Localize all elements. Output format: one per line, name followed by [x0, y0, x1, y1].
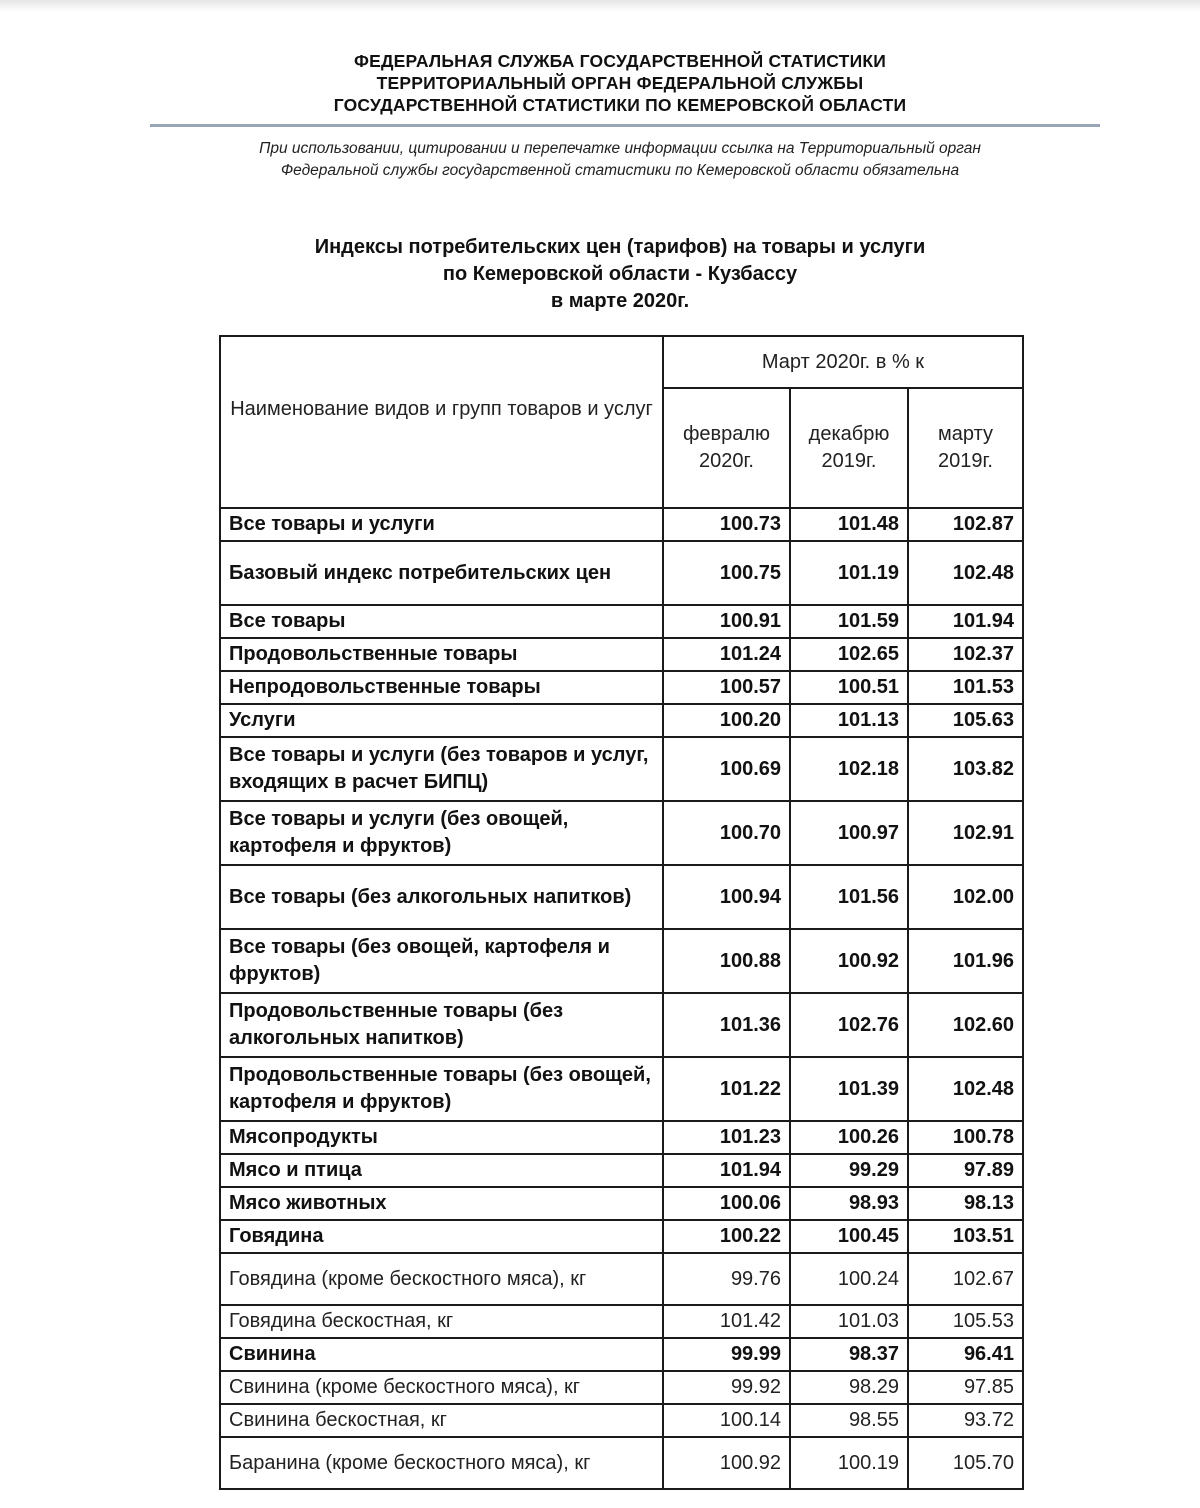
value-feb-2020: 100.70: [663, 801, 790, 865]
value-feb-2020: 100.22: [663, 1220, 790, 1253]
value-mar-2019: 93.72: [908, 1404, 1023, 1437]
value-dec-2019: 100.45: [790, 1220, 908, 1253]
column-header-line: марту: [938, 423, 993, 445]
row-name: Мясо животных: [220, 1187, 663, 1220]
value-feb-2020: 101.42: [663, 1305, 790, 1338]
notice-line-1: При использовании, цитировании и перепечатке информации ссылка на Территориальный орган: [259, 140, 981, 157]
table-row: [220, 1121, 1023, 1154]
header-divider: [150, 124, 1100, 127]
document-title: [150, 234, 1090, 315]
value-feb-2020: 101.22: [663, 1057, 790, 1121]
table-row: [220, 541, 1023, 605]
value-feb-2020: 100.94: [663, 865, 790, 929]
value-mar-2019: 101.53: [908, 671, 1023, 704]
table-row: [220, 993, 1023, 1057]
agency-line-2: ТЕРРИТОРИАЛЬНЫЙ ОРГАН ФЕДЕРАЛЬНОЙ СЛУЖБЫ: [376, 73, 864, 93]
value-dec-2019: 101.03: [790, 1305, 908, 1338]
value-feb-2020: 99.92: [663, 1371, 790, 1404]
value-dec-2019: 100.92: [790, 929, 908, 993]
notice-line-2: Федеральной службы государственной статистики по Кемеровской области обязательна: [280, 162, 960, 179]
table-row: [220, 737, 1023, 801]
value-dec-2019: 102.76: [790, 993, 908, 1057]
value-feb-2020: 100.57: [663, 671, 790, 704]
value-dec-2019: 100.51: [790, 671, 908, 704]
row-name: Свинина бескостная, кг: [220, 1404, 663, 1437]
value-feb-2020: 101.23: [663, 1121, 790, 1154]
agency-header: [150, 50, 1090, 116]
value-feb-2020: 100.69: [663, 737, 790, 801]
value-dec-2019: 101.56: [790, 865, 908, 929]
value-feb-2020: 100.73: [663, 508, 790, 541]
value-feb-2020: 100.91: [663, 605, 790, 638]
column-group-header: Март 2020г. в % к: [663, 336, 1023, 388]
value-dec-2019: 102.18: [790, 737, 908, 801]
row-name: Все товары и услуги (без овощей, картофеля и фруктов): [220, 801, 663, 865]
title-line-3: в марте 2020г.: [550, 290, 690, 312]
value-mar-2019: 102.91: [908, 801, 1023, 865]
row-name: Все товары (без алкогольных напитков): [220, 865, 663, 929]
value-mar-2019: 102.37: [908, 638, 1023, 671]
table-row: [220, 508, 1023, 541]
value-dec-2019: 101.13: [790, 704, 908, 737]
column-header-line: декабрю: [808, 423, 890, 445]
table-row: [220, 605, 1023, 638]
column-header-line: 2020г.: [699, 450, 754, 472]
value-mar-2019: 102.48: [908, 541, 1023, 605]
value-mar-2019: 102.00: [908, 865, 1023, 929]
value-mar-2019: 105.63: [908, 704, 1023, 737]
value-mar-2019: 102.48: [908, 1057, 1023, 1121]
value-dec-2019: 98.29: [790, 1371, 908, 1404]
value-dec-2019: 101.48: [790, 508, 908, 541]
row-name: Говядина (кроме бескостного мяса), кг: [220, 1253, 663, 1305]
value-mar-2019: 96.41: [908, 1338, 1023, 1371]
row-name: Все товары и услуги: [220, 508, 663, 541]
value-feb-2020: 101.36: [663, 993, 790, 1057]
column-header-line: 2019г.: [821, 450, 877, 472]
row-name: Все товары: [220, 605, 663, 638]
value-mar-2019: 101.96: [908, 929, 1023, 993]
title-line-2: по Кемеровской области - Кузбассу: [442, 263, 798, 285]
table-row: [220, 929, 1023, 993]
value-mar-2019: 102.60: [908, 993, 1023, 1057]
column-header-mar-2019: [908, 388, 1023, 508]
value-feb-2020: 99.99: [663, 1338, 790, 1371]
value-dec-2019: 98.55: [790, 1404, 908, 1437]
value-feb-2020: 100.88: [663, 929, 790, 993]
value-mar-2019: 100.78: [908, 1121, 1023, 1154]
row-name: Баранина (кроме бескостного мяса), кг: [220, 1437, 663, 1489]
column-header-dec-2019: [790, 388, 908, 508]
table-row: [220, 1154, 1023, 1187]
row-name: Продовольственные товары (без овощей, картофеля и фруктов): [220, 1057, 663, 1121]
value-feb-2020: 100.20: [663, 704, 790, 737]
value-dec-2019: 102.65: [790, 638, 908, 671]
row-name: Непродовольственные товары: [220, 671, 663, 704]
table-row: [220, 1404, 1023, 1437]
citation-notice: [150, 138, 1090, 182]
table-row: [220, 671, 1023, 704]
value-feb-2020: 100.92: [663, 1437, 790, 1489]
value-feb-2020: 101.24: [663, 638, 790, 671]
value-mar-2019: 105.53: [908, 1305, 1023, 1338]
value-mar-2019: 103.51: [908, 1220, 1023, 1253]
row-name: Продовольственные товары: [220, 638, 663, 671]
table-row: [220, 1057, 1023, 1121]
table-row: [220, 1187, 1023, 1220]
row-name: Все товары и услуги (без товаров и услуг, входящих в расчет БИПЦ): [220, 737, 663, 801]
table-row: [220, 1253, 1023, 1305]
value-dec-2019: 98.37: [790, 1338, 908, 1371]
value-dec-2019: 98.93: [790, 1187, 908, 1220]
agency-line-3: ГОСУДАРСТВЕННОЙ СТАТИСТИКИ ПО КЕМЕРОВСКОЙ ОБЛАСТИ: [333, 95, 907, 115]
column-header-name: Наименование видов и групп товаров и услуг: [220, 336, 663, 508]
row-name: Все товары (без овощей, картофеля и фруктов): [220, 929, 663, 993]
value-dec-2019: 100.97: [790, 801, 908, 865]
value-mar-2019: 98.13: [908, 1187, 1023, 1220]
title-line-1: Индексы потребительских цен (тарифов) на товары и услуги: [314, 236, 926, 258]
value-mar-2019: 105.70: [908, 1437, 1023, 1489]
value-mar-2019: 103.82: [908, 737, 1023, 801]
table-row: [220, 704, 1023, 737]
value-mar-2019: 101.94: [908, 605, 1023, 638]
table-row: [220, 638, 1023, 671]
column-header-line: 2019г.: [938, 450, 993, 472]
value-dec-2019: 100.19: [790, 1437, 908, 1489]
row-name: Говядина: [220, 1220, 663, 1253]
value-feb-2020: 101.94: [663, 1154, 790, 1187]
value-dec-2019: 101.39: [790, 1057, 908, 1121]
value-mar-2019: 97.89: [908, 1154, 1023, 1187]
value-dec-2019: 101.59: [790, 605, 908, 638]
row-name: Базовый индекс потребительских цен: [220, 541, 663, 605]
value-feb-2020: 99.76: [663, 1253, 790, 1305]
row-name: Говядина бескостная, кг: [220, 1305, 663, 1338]
table-row: [220, 1338, 1023, 1371]
value-feb-2020: 100.14: [663, 1404, 790, 1437]
value-mar-2019: 97.85: [908, 1371, 1023, 1404]
value-mar-2019: 102.67: [908, 1253, 1023, 1305]
row-name: Мясо и птица: [220, 1154, 663, 1187]
column-header-line: февралю: [682, 423, 771, 445]
value-dec-2019: 101.19: [790, 541, 908, 605]
table-body: [220, 508, 1023, 1489]
table-row: [220, 801, 1023, 865]
row-name: Свинина (кроме бескостного мяса), кг: [220, 1371, 663, 1404]
row-name: Продовольственные товары (без алкогольных напитков): [220, 993, 663, 1057]
table-row: [220, 1220, 1023, 1253]
value-dec-2019: 99.29: [790, 1154, 908, 1187]
value-dec-2019: 100.24: [790, 1253, 908, 1305]
row-name: Услуги: [220, 704, 663, 737]
table-row: [220, 1437, 1023, 1489]
table-row: [220, 865, 1023, 929]
cpi-table: [219, 335, 1024, 1490]
table-row: [220, 1371, 1023, 1404]
agency-line-1: ФЕДЕРАЛЬНАЯ СЛУЖБА ГОСУДАРСТВЕННОЙ СТАТИСТИКИ: [353, 51, 887, 71]
value-mar-2019: 102.87: [908, 508, 1023, 541]
value-feb-2020: 100.06: [663, 1187, 790, 1220]
column-header-feb-2020: [663, 388, 790, 508]
value-dec-2019: 100.26: [790, 1121, 908, 1154]
table-row: [220, 1305, 1023, 1338]
value-feb-2020: 100.75: [663, 541, 790, 605]
row-name: Мясопродукты: [220, 1121, 663, 1154]
top-shade: [0, 0, 1200, 12]
row-name: Свинина: [220, 1338, 663, 1371]
